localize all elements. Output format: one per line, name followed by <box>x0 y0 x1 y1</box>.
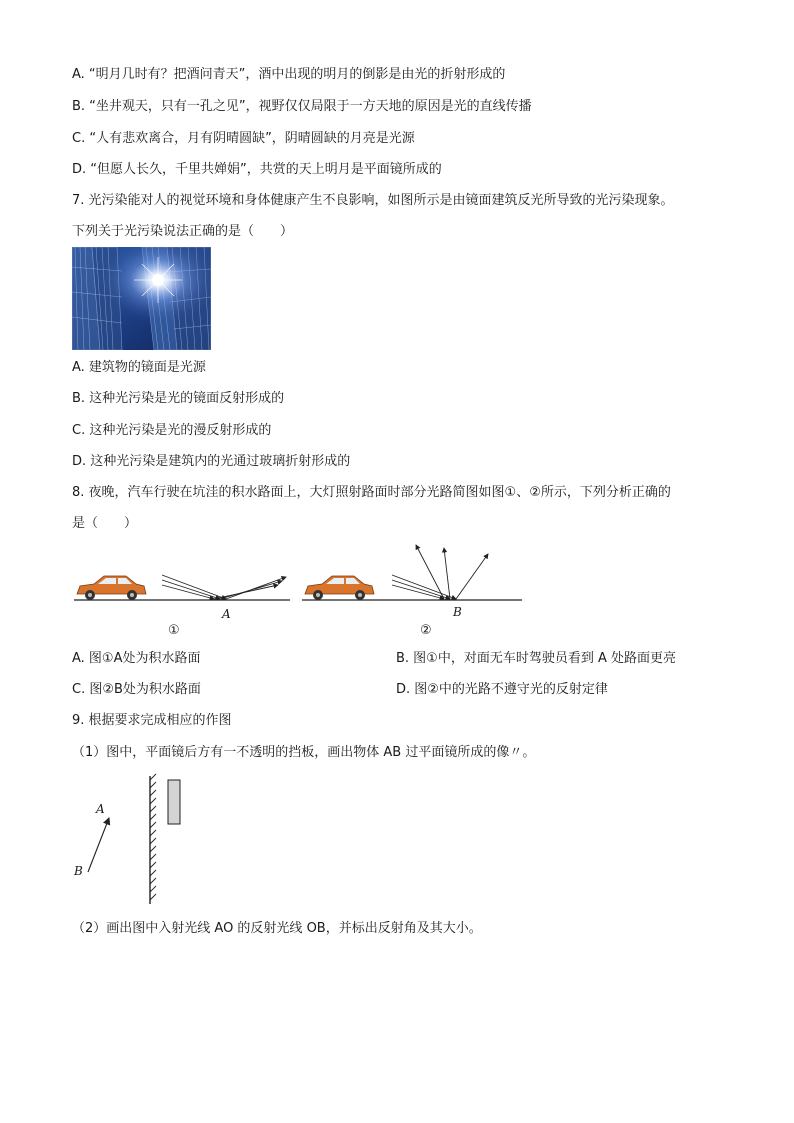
car-icon <box>305 576 374 600</box>
figure-mirror <box>72 772 192 910</box>
q8-stem-line2: 是（ ） <box>72 516 138 531</box>
q9-part1: （1）图中，平面镜后方有一不透明的挡板，画出物体 AB 过平面镜所成的像〃。 <box>72 745 536 760</box>
glass-building-photo <box>72 247 211 350</box>
q7-stem-line2: 下列关于光污染说法正确的是（ ） <box>72 224 294 239</box>
q8-option-a: A. 图①A处为积水路面 <box>72 651 201 666</box>
point-b-label: B <box>74 864 83 878</box>
opaque-board-icon <box>168 780 180 824</box>
car-icon <box>77 576 146 600</box>
plane-mirror-icon <box>150 774 156 904</box>
q7-option-a: A. 建筑物的镜面是光源 <box>72 360 206 375</box>
q8-stem-line1: 8. 夜晚，汽车行驶在坑洼的积水路面上，大灯照射路面时部分光路简图如图①、②所示，下列分析正确的 <box>72 485 671 500</box>
q7-option-b: B. 这种光污染是光的镜面反射形成的 <box>72 391 285 406</box>
q6-option-d: D. “但愿人长久，千里共婵娟”，共赏的天上明月是平面镜所成的 <box>72 162 442 177</box>
figure-2-label: ② <box>420 623 432 638</box>
point-a-label: A <box>96 802 105 816</box>
q7-option-c: C. 这种光污染是光的漫反射形成的 <box>72 423 272 438</box>
q8-option-c: C. 图②B处为积水路面 <box>72 682 201 697</box>
q6-option-c: C. “人有悲欢离合，月有阴晴圆缺”，阴晴圆缺的月亮是光源 <box>72 131 415 146</box>
q6-option-a: A. “明月几时有？把酒问青天”，酒中出现的明月的倒影是由光的折射形成的 <box>72 67 506 82</box>
figure-1-point-a: A <box>222 607 231 621</box>
q8-option-d: D. 图②中的光路不遵守光的反射定律 <box>396 682 608 697</box>
figure-2-point-b: B <box>453 605 462 619</box>
q8-option-b: B. 图①中，对面无车时驾驶员看到 A 处路面更亮 <box>396 651 676 666</box>
q9-part2: （2）画出图中入射光线 AO 的反射光线 OB，并标出反射角及其大小。 <box>72 921 482 936</box>
q7-option-d: D. 这种光污染是建筑内的光通过玻璃折射形成的 <box>72 454 351 469</box>
q6-option-b: B. “坐井观天，只有一孔之见”，视野仅仅局限于一方天地的原因是光的直线传播 <box>72 99 532 114</box>
figure-1 <box>72 552 294 642</box>
figure-1-label: ① <box>168 623 180 638</box>
q9-stem: 9. 根据要求完成相应的作图 <box>72 713 232 728</box>
figure-2 <box>300 542 526 642</box>
q7-stem-line1: 7. 光污染能对人的视觉环境和身体健康产生不良影响，如图所示是由镜面建筑反光所导致的光污染现象。 <box>72 193 674 208</box>
